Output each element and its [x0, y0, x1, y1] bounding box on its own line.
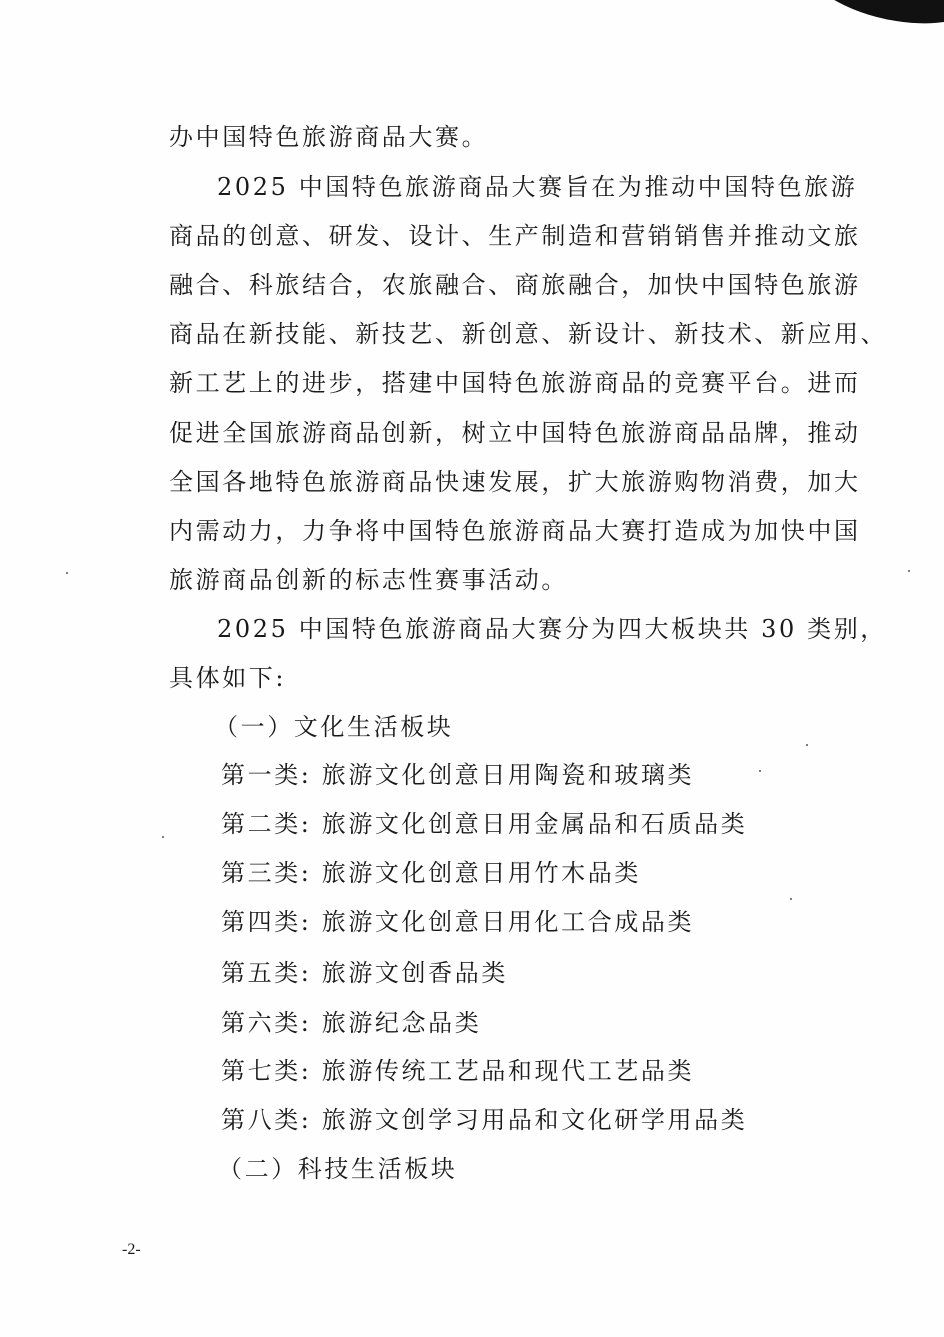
scan-shadow-artifact — [798, 0, 944, 38]
paragraph-line: 内需动力，力争将中国特色旅游商品大赛打造成为加快中国 — [169, 517, 861, 545]
category-item: 第一类: 旅游文化创意日用陶瓷和玻璃类 — [221, 761, 695, 789]
section-heading-technology: （二）科技生活板块 — [218, 1155, 458, 1183]
category-item: 第六类: 旅游纪念品类 — [221, 1009, 482, 1037]
page-number: -2- — [122, 1241, 141, 1258]
paragraph-line: 商品在新技能、新技艺、新创意、新设计、新技术、新应用、 — [169, 320, 888, 348]
scan-speck — [162, 836, 164, 838]
category-item: 第五类: 旅游文创香品类 — [221, 959, 508, 987]
category-item: 第八类: 旅游文创学习用品和文化研学用品类 — [221, 1106, 748, 1134]
scan-speck — [66, 572, 68, 574]
scan-speck — [806, 744, 808, 746]
paragraph-line: 2025 中国特色旅游商品大赛分为四大板块共 30 类别， — [217, 615, 887, 643]
paragraph-line: 办中国特色旅游商品大赛。 — [169, 123, 489, 151]
category-item: 第七类: 旅游传统工艺品和现代工艺品类 — [221, 1057, 695, 1085]
paragraph-line: 具体如下: — [169, 664, 287, 692]
scan-speck — [908, 570, 910, 572]
section-heading-culture: （一）文化生活板块 — [214, 713, 454, 741]
paragraph-line: 融合、科旅结合，农旅融合、商旅融合，加快中国特色旅游 — [169, 271, 861, 299]
paragraph-line: 旅游商品创新的标志性赛事活动。 — [169, 566, 568, 594]
paragraph-line: 促进全国旅游商品创新，树立中国特色旅游商品品牌，推动 — [169, 419, 861, 447]
scan-speck — [790, 898, 792, 900]
category-item: 第四类: 旅游文化创意日用化工合成品类 — [221, 908, 695, 936]
paragraph-line: 商品的创意、研发、设计、生产制造和营销销售并推动文旅 — [169, 222, 861, 250]
paragraph-line: 新工艺上的进步，搭建中国特色旅游商品的竞赛平台。进而 — [169, 369, 861, 397]
scan-speck — [759, 770, 761, 772]
paragraph-line: 全国各地特色旅游商品快速发展，扩大旅游购物消费，加大 — [169, 468, 861, 496]
paragraph-line: 2025 中国特色旅游商品大赛旨在为推动中国特色旅游 — [217, 173, 858, 201]
category-item: 第二类: 旅游文化创意日用金属品和石质品类 — [221, 810, 748, 838]
category-item: 第三类: 旅游文化创意日用竹木品类 — [221, 859, 641, 887]
